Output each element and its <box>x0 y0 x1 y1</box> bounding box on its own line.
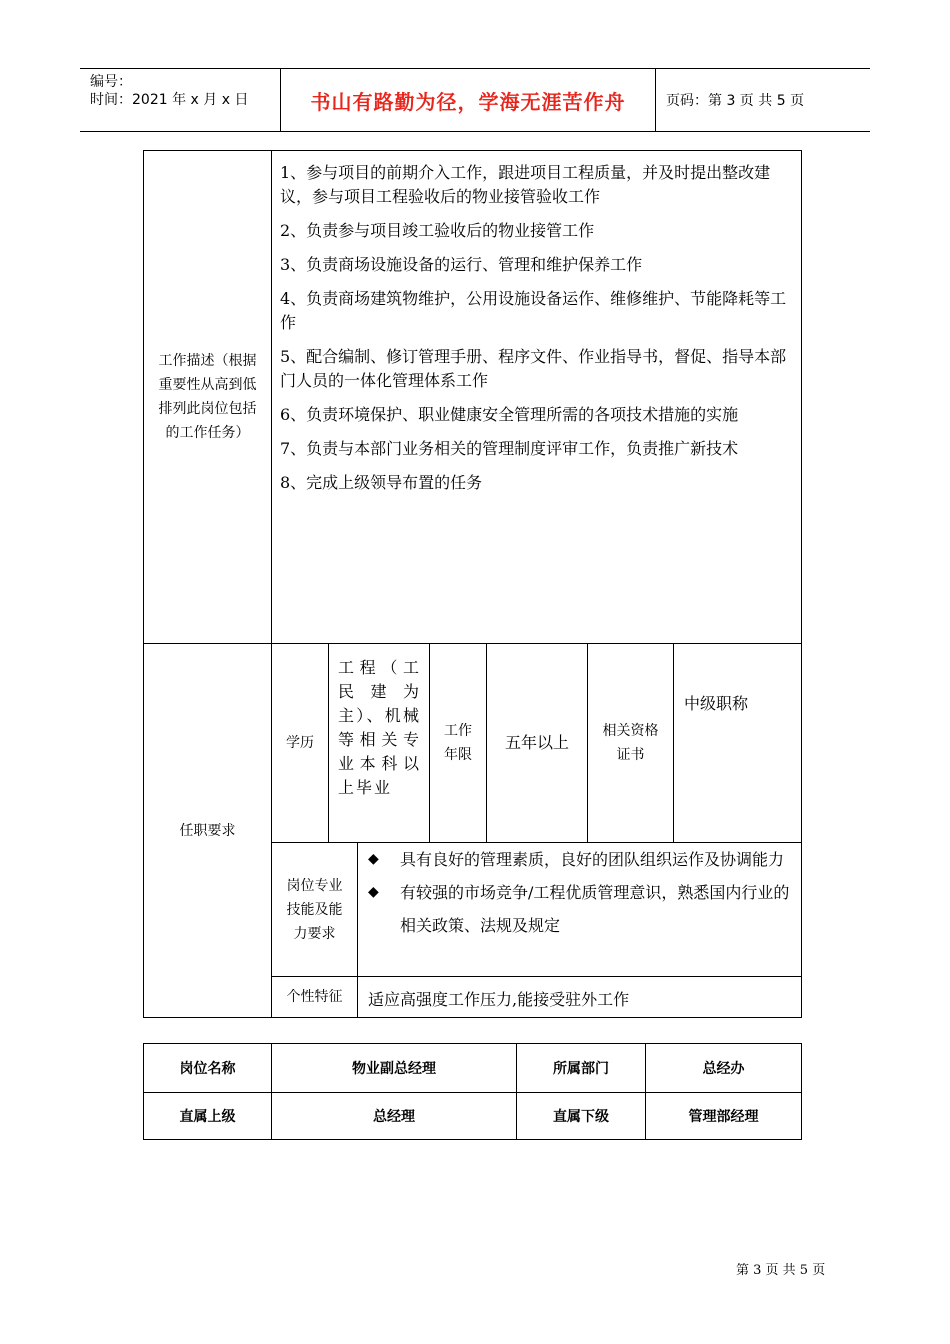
duty-item: 2、负责参与项目竣工验收后的物业接管工作 <box>280 221 595 240</box>
duty-item: 5、配合编制、修订管理手册、程序文件、作业指导书，督促、指导本部门人员的一体化管理体系工作 <box>280 347 787 390</box>
duty-item: 7、负责与本部门业务相关的管理制度评审工作，负责推广新技术 <box>280 439 739 458</box>
position-name-value: 物业副总经理 <box>271 1044 516 1092</box>
subordinate-value: 管理部经理 <box>645 1092 801 1139</box>
duty-item: 4、负责商场建筑物维护，公用设施设备运作、维修维护、节能降耗等工作 <box>280 289 787 332</box>
document-number: 编号： <box>90 74 132 90</box>
requirements-label: 任职要求 <box>144 643 271 1017</box>
skills-label: 岗位专业技能及能力要求 <box>271 842 357 976</box>
job-spec-table <box>143 150 802 1018</box>
job-description-cell <box>271 151 801 643</box>
duty-item: 1、参与项目的前期介入工作，跟进项目工程质量，并及时提出整改建议，参与项目工程验收后的物业接管验收工作 <box>280 163 771 206</box>
certificate-value: 中级职称 <box>673 643 801 842</box>
duty-list <box>280 161 796 505</box>
diamond-bullet-icon: ◆ <box>368 884 379 900</box>
document-date: 时间：2021 年 x 月 x 日 <box>90 92 249 108</box>
department-value: 总经办 <box>645 1044 801 1092</box>
work-years-label: 工作年限 <box>429 643 486 842</box>
duty-item: 8、完成上级领导布置的任务 <box>280 473 483 492</box>
position-name-label: 岗位名称 <box>179 1061 236 1077</box>
superior-label: 直属上级 <box>144 1092 271 1139</box>
subordinate-label: 直属下级 <box>516 1092 645 1139</box>
header-motto: 书山有路勤为径，学海无涯苦作舟 <box>280 69 656 131</box>
education-value: 工程（工民建为主）、机械等相关专业本科以上毕业 <box>328 643 429 842</box>
diamond-bullet-icon: ◆ <box>368 851 379 867</box>
education-label: 学历 <box>271 643 328 842</box>
header-page-info: 页码：第 3 页 共 5 页 <box>666 93 805 109</box>
department-label: 所属部门 <box>516 1044 645 1092</box>
superior-value: 总经理 <box>271 1092 516 1139</box>
position-info-table <box>143 1043 802 1140</box>
personality-value: 适应高强度工作压力,能接受驻外工作 <box>357 976 801 1017</box>
duty-item: 3、负责商场设施设备的运行、管理和维护保养工作 <box>280 255 643 274</box>
skill-item: ◆ 具有良好的管理素质，良好的团队组织运作及协调能力 <box>358 843 793 876</box>
page-header <box>80 68 870 132</box>
skill-item: ◆ 有较强的市场竞争/工程优质管理意识，熟悉国内行业的相关政策、法规及规定 <box>358 876 793 942</box>
header-meta <box>80 69 280 131</box>
duty-item: 6、负责环境保护、职业健康安全管理所需的各项技术措施的实施 <box>280 405 739 424</box>
page-footer: 第 3 页 共 5 页 <box>736 1263 826 1278</box>
certificate-label: 相关资格证书 <box>587 643 673 842</box>
work-years-value: 五年以上 <box>486 643 587 842</box>
personality-label: 个性特征 <box>271 976 357 1017</box>
job-description-label: 工作描述（根据重要性从高到低排列此岗位包括的工作任务） <box>158 353 257 441</box>
skills-cell <box>357 842 801 976</box>
